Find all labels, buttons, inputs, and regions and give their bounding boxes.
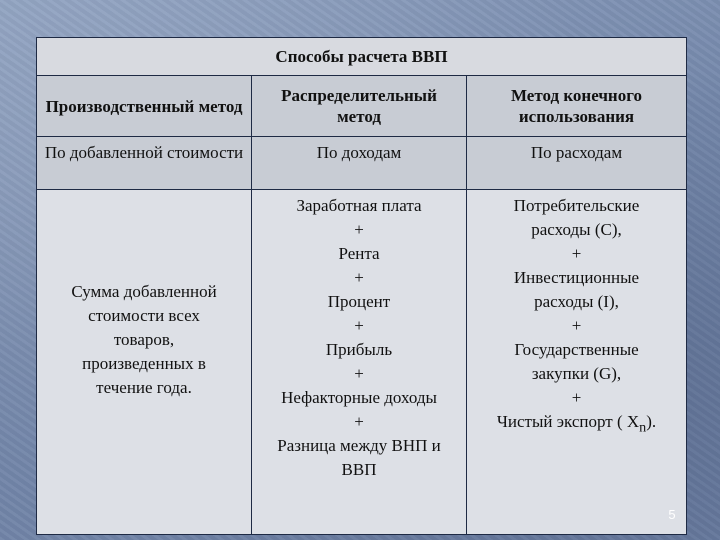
expenditure-line: закупки (G), <box>531 364 622 383</box>
value-added-description <box>37 190 252 535</box>
col1-line: Сумма добавленной <box>71 282 217 301</box>
plus-sign: + <box>354 268 364 287</box>
plus-sign: + <box>571 244 582 263</box>
table-title: Способы расчета ВВП <box>37 38 687 76</box>
income-line: Разница между ВНП и <box>277 436 441 455</box>
income-line: Процент <box>327 292 391 311</box>
net-exports-subscript: n <box>639 419 647 436</box>
header-production-method: Производственный метод <box>37 76 252 137</box>
plus-sign: + <box>354 364 364 383</box>
col1-line: товаров, <box>113 330 175 349</box>
formula-row <box>37 190 687 535</box>
col1-line: стоимости всех <box>88 306 200 325</box>
expenditure-line: Государственные <box>514 340 639 359</box>
income-components <box>252 190 467 535</box>
income-line: Нефакторные доходы <box>281 388 437 407</box>
plus-sign: + <box>354 412 364 431</box>
net-exports-suffix: ). <box>646 412 657 431</box>
income-line: ВВП <box>341 460 377 479</box>
net-exports-line <box>473 410 680 439</box>
slide-page-number: 5 <box>668 507 676 522</box>
plus-sign: + <box>354 220 364 239</box>
income-line: Прибыль <box>325 340 393 359</box>
expenditure-line: расходы (С), <box>531 220 622 239</box>
basis-value-added: По добавленной стоимости <box>37 137 252 190</box>
net-exports-text: Чистый экспорт ( X <box>496 412 640 431</box>
plus-sign: + <box>571 388 582 407</box>
basis-income: По доходам <box>252 137 467 190</box>
gdp-methods-table <box>36 37 687 535</box>
plus-sign: + <box>571 316 582 335</box>
expenditure-line: расходы (I), <box>534 292 619 311</box>
income-line: Заработная плата <box>296 196 422 215</box>
method-header-row <box>37 76 687 137</box>
expenditure-line: Инвестиционные <box>513 268 640 287</box>
income-line: Рента <box>338 244 380 263</box>
col1-line: течение года. <box>96 378 192 397</box>
plus-sign: + <box>354 316 364 335</box>
table-title-row <box>37 38 687 76</box>
expenditure-line: Потребительские <box>513 196 640 215</box>
header-final-use-method: Метод конечного использования <box>467 76 687 137</box>
col1-line: произведенных в <box>82 354 206 373</box>
basis-expenditure: По расходам <box>467 137 687 190</box>
expenditure-components <box>467 190 687 535</box>
header-distribution-method: Распределительный метод <box>252 76 467 137</box>
basis-row <box>37 137 687 190</box>
